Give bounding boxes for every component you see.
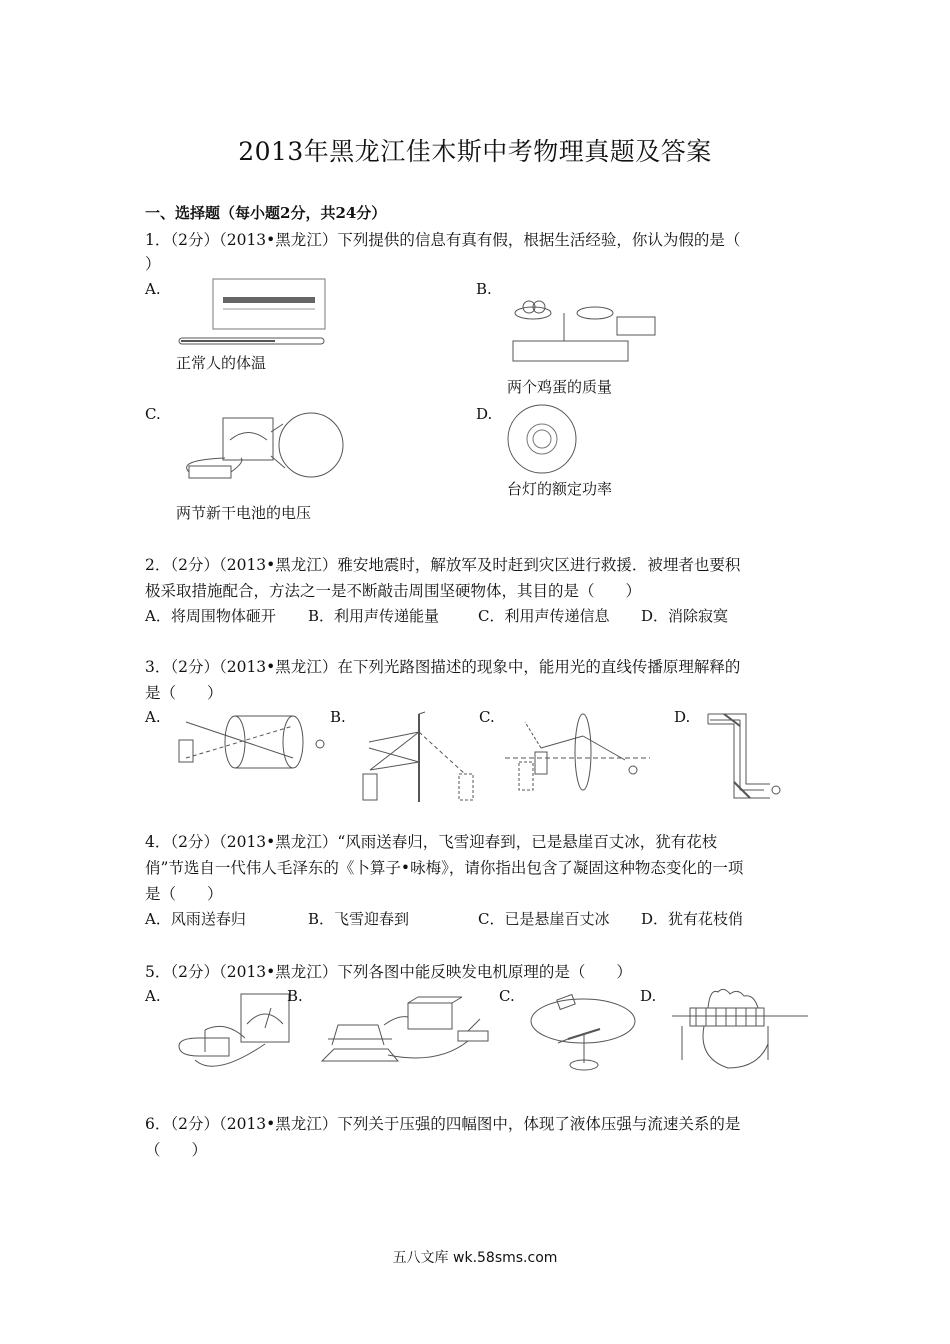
solenoid-right-hand-figure xyxy=(668,988,813,1078)
q1-option-c-caption: 两节新干电池的电压 xyxy=(176,504,312,522)
q6-stem-line2: （ ） xyxy=(145,1141,208,1159)
generator-galvanometer-figure xyxy=(175,990,295,1075)
page-title: 2013年黑龙江佳木斯中考物理真题及答案 xyxy=(238,137,712,166)
plane-mirror-figure xyxy=(355,712,480,804)
q4-option-a: A．风雨送春归 xyxy=(145,910,246,928)
q2-option-c: C．利用声传递信息 xyxy=(478,607,610,625)
q1-option-d-caption: 台灯的额定功率 xyxy=(507,480,613,498)
q5-option-d-label: D. xyxy=(640,987,657,1005)
periscope-figure xyxy=(700,710,790,802)
pinhole-camera-figure xyxy=(175,712,335,772)
q4-option-c: C．已是悬崖百丈冰 xyxy=(478,910,610,928)
bulb-label-figure xyxy=(505,402,580,477)
q3-option-a-label: A. xyxy=(145,708,161,726)
q1-stem-line1: 1．（2分）（2013•黑龙江）下列提供的信息有真有假，根据生活经验，你认为假的是（ xyxy=(145,231,741,249)
q3-stem-line1: 3．（2分）（2013•黑龙江）在下列光路图描述的现象中，能用光的直线传播原理解释的 xyxy=(145,658,741,676)
q3-option-c-label: C. xyxy=(479,708,495,726)
q2-stem-line1: 2．（2分）（2013•黑龙江）雅安地震时，解放军及时赶到灾区进行救援．被埋者也要积 xyxy=(145,556,741,574)
q4-option-b: B．飞雪迎春到 xyxy=(308,910,410,928)
q4-stem-line1: 4．（2分）（2013•黑龙江）“风雨送春归，飞雪迎春到，已是悬崖百丈冰，犹有花枝 xyxy=(145,833,718,851)
q3-option-b-label: B. xyxy=(330,708,346,726)
q2-option-d: D．消除寂寞 xyxy=(641,607,729,625)
q6-stem-line1: 6．（2分）（2013•黑龙江）下列关于压强的四幅图中，体现了液体压强与流速关系的是 xyxy=(145,1115,741,1133)
page-footer: 五八文库 wk.58sms.com xyxy=(392,1250,558,1266)
q4-stem-line2: 俏”节选自一代伟人毛泽东的《卜算子•咏梅》，请你指出包含了凝固这种物态变化的一项 xyxy=(145,859,744,877)
q5-stem-line1: 5．（2分）（2013•黑龙江）下列各图中能反映发电机原理的是（ ） xyxy=(145,963,632,981)
voltmeter-battery-figure xyxy=(175,410,355,490)
balance-scale-figure xyxy=(505,283,655,368)
motor-circuit-figure xyxy=(318,995,498,1070)
q5-option-b-label: B. xyxy=(287,987,303,1005)
q1-option-d-label: D. xyxy=(476,405,493,423)
q1-option-a-label: A. xyxy=(145,280,161,298)
q3-stem-line2: 是（ ） xyxy=(145,684,223,702)
q5-option-a-label: A. xyxy=(145,987,161,1005)
q2-stem-line2: 极采取措施配合，方法之一是不断敲击周围坚硬物体，其目的是（ ） xyxy=(145,582,642,600)
oersted-compass-figure xyxy=(528,993,638,1078)
thermometer-figure xyxy=(175,275,330,350)
q1-option-b-caption: 两个鸡蛋的质量 xyxy=(507,378,613,396)
q2-option-a: A．将周围物体砸开 xyxy=(145,607,276,625)
q5-option-c-label: C. xyxy=(499,987,515,1005)
q3-option-d-label: D. xyxy=(674,708,691,726)
section-heading: 一、选择题（每小题2分，共24分） xyxy=(145,204,387,222)
q1-stem-line2: ） xyxy=(145,255,161,273)
q4-option-d: D．犹有花枝俏 xyxy=(641,910,744,928)
q4-stem-line3: 是（ ） xyxy=(145,885,223,903)
q2-option-b: B．利用声传递能量 xyxy=(308,607,440,625)
convex-lens-figure xyxy=(505,712,650,792)
q1-option-c-label: C. xyxy=(145,405,161,423)
q1-option-b-label: B. xyxy=(476,280,492,298)
q1-option-a-caption: 正常人的体温 xyxy=(176,354,267,372)
